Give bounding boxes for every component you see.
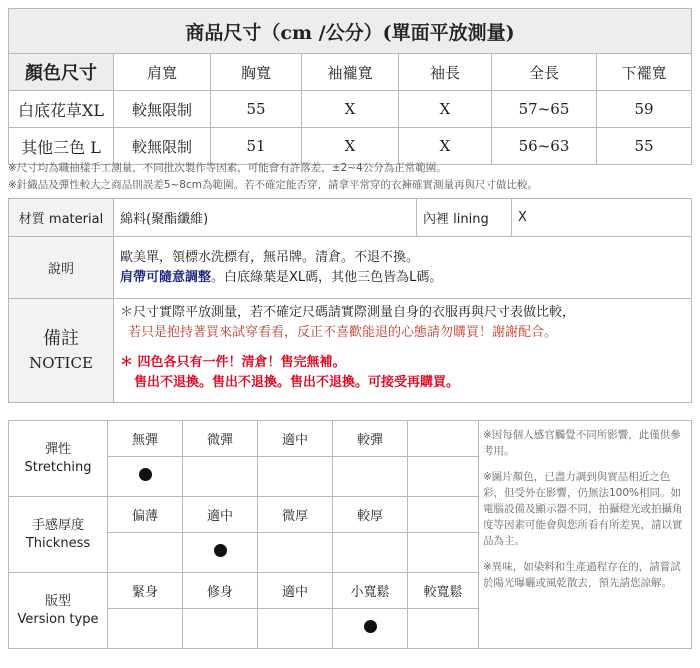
version-label: 版型: [44, 593, 71, 609]
desc-content: [114, 237, 692, 299]
thickness-selected-dot: [214, 544, 227, 557]
header-shoulder: 肩寬: [114, 54, 211, 91]
stretch-label-cell: [9, 421, 108, 497]
info-table: [8, 198, 692, 403]
thickness-option-4: 較厚: [333, 497, 408, 533]
thickness-label-cell: [9, 497, 108, 573]
row1-chest: 55: [211, 91, 302, 128]
header-armhole: 袖襱寬: [302, 54, 399, 91]
size-note-2: ※針織品及彈性較大之商品則誤差5~8cm為範圍。若不確定能否穿，請拿平常穿的衣褲確實測量再與尺寸做比較。: [8, 179, 538, 191]
header-chest: 胸寬: [211, 54, 302, 91]
remark-label-en: NOTICE: [29, 353, 93, 372]
version-option-3: 適中: [258, 573, 333, 609]
fit-note-1: ※因每個人感官觸覺不同所影響，此僅供參考用。: [483, 429, 681, 457]
row2-label: 其他三色 L: [9, 128, 114, 165]
stretch-label: 彈性: [44, 441, 71, 457]
lining-label: 內裡 lining: [417, 199, 512, 237]
fit-note-2: ※圖片顏色，已盡力調到與實品相近之色彩，但受外在影響，仍無法100%相同。如電腦設備及顯示器不同，拍攝燈光或拍攝角度等因素可能會與您所看有所差異，請以實品為主。: [483, 471, 683, 547]
header-hem: 下襬寬: [597, 54, 692, 91]
header-sleeve: 袖長: [399, 54, 492, 91]
version-option-1: 緊身: [108, 573, 183, 609]
lining-value: X: [512, 199, 692, 237]
version-option-2: 修身: [183, 573, 258, 609]
version-label-cell: [9, 573, 108, 649]
header-length: 全長: [492, 54, 597, 91]
row1-label: 白底花草XL: [9, 91, 114, 128]
row2-length: 56~63: [492, 128, 597, 165]
remark-label: 備註: [43, 327, 79, 349]
row1-armhole: X: [302, 91, 399, 128]
remark-line-2: 若只是抱持著買來試穿看看，反正不喜歡能退的心態請勿購買！謝謝配合。: [128, 325, 558, 340]
thickness-label-en: Thickness: [25, 535, 91, 551]
remark-line-3: ＊ 四色各只有一件！清倉！售完無補。: [120, 355, 346, 370]
header-color-size: 顏色尺寸: [9, 54, 114, 91]
version-selected-dot: [364, 620, 377, 633]
version-label-en: Version type: [17, 611, 99, 627]
version-option-4: 小寬鬆: [333, 573, 408, 609]
desc-line-1: 歐美單，領標水洗標有，無吊牌。清倉。不退不換。: [120, 249, 420, 265]
size-table: [8, 8, 692, 165]
size-notes: [8, 160, 692, 196]
thickness-option-3: 微厚: [258, 497, 333, 533]
remark-content: [114, 299, 692, 403]
stretch-label-en: Stretching: [24, 459, 92, 475]
stretch-option-2: 微彈: [183, 421, 258, 457]
row1-sleeve: X: [399, 91, 492, 128]
fit-notes: [479, 421, 692, 649]
row2-hem: 55: [597, 128, 692, 165]
desc-label: 說明: [9, 237, 114, 299]
material-label: 材質 material: [9, 199, 114, 237]
thickness-label: 手感厚度: [31, 517, 84, 533]
row1-hem: 59: [597, 91, 692, 128]
version-option-5: 較寬鬆: [408, 573, 479, 609]
remark-line-1: ＊尺寸實際平放測量，若不確定尺碼請實際測量自身的衣服再與尺寸表做比較，: [120, 305, 576, 320]
row2-sleeve: X: [399, 128, 492, 165]
stretch-option-3: 適中: [258, 421, 333, 457]
thickness-option-1: 偏薄: [108, 497, 183, 533]
stretch-option-4: 較彈: [333, 421, 408, 457]
fit-table: [8, 420, 692, 649]
material-value: 綿料(聚酯纖維): [114, 199, 417, 237]
remark-line-4: 售出不退換。售出不退換。售出不退換。可接受再購買。: [134, 375, 460, 390]
fit-note-3: ※異味，如染料和生產過程存在的，請嘗試於陽光曝曬或風乾散去，預先請您諒解。: [483, 561, 681, 589]
size-table-title: 商品尺寸（cm /公分）(單面平放測量): [9, 9, 692, 54]
row1-shoulder: 較無限制: [114, 91, 211, 128]
row2-shoulder: 較無限制: [114, 128, 211, 165]
row2-armhole: X: [302, 128, 399, 165]
stretch-selected-dot: [139, 468, 152, 481]
desc-line-2: [120, 268, 691, 288]
thickness-option-2: 適中: [183, 497, 258, 533]
desc-line-2-rest: 。白底綠葉是XL碼，其他三色皆為L碼。: [211, 269, 443, 285]
stretch-option-1: 無彈: [108, 421, 183, 457]
remark-label-cell: [9, 299, 114, 403]
desc-highlight: 肩帶可隨意調整: [120, 269, 212, 285]
row1-length: 57~65: [492, 91, 597, 128]
row2-chest: 51: [211, 128, 302, 165]
size-note-1: ※尺寸均為職抽樣手工測量，不同批次製作等因素，可能會有許落差，±2~4公分為正常範圍。: [8, 162, 447, 174]
